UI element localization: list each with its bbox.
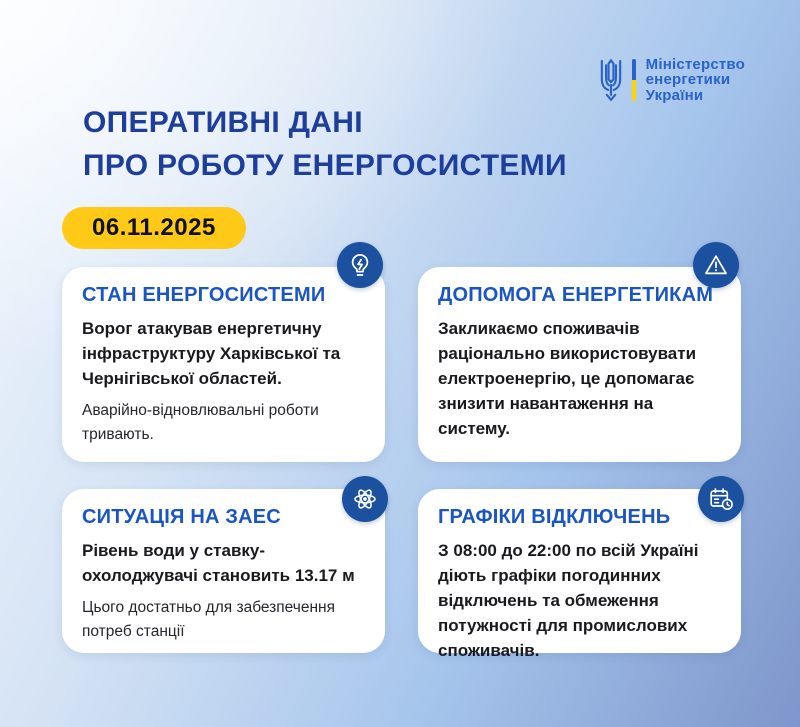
- ministry-logo-line: Міністерство: [645, 55, 745, 73]
- card-secondary-text: Цього достатньо для забезпечення потреб станції: [82, 599, 335, 640]
- ministry-logo-line: України: [645, 86, 704, 104]
- card-secondary-text: Аварійно-відновлювальні роботи тривають.: [82, 402, 319, 443]
- card-title: СТАН ЕНЕРГОСИСТЕМИ: [82, 284, 326, 306]
- flag-divider: [632, 59, 636, 101]
- lightbulb-bolt-icon: [337, 242, 383, 288]
- card-main-text: Рівень води у ставку-охолоджувачі становить 13.17 м: [82, 541, 355, 585]
- tryzub-trident-icon: [599, 56, 623, 104]
- card-energy-system-status: [62, 267, 385, 462]
- card-title: ДОПОМОГА ЕНЕРГЕТИКАМ: [438, 284, 714, 306]
- page-title: [83, 101, 567, 187]
- page-title-line2: ПРО РОБОТУ ЕНЕРГОСИСТЕМИ: [83, 149, 567, 182]
- card-help-energy-workers: [418, 267, 741, 462]
- date-text: 06.11.2025: [92, 214, 216, 241]
- calendar-clock-icon: [698, 476, 744, 522]
- card-title: ГРАФІКИ ВІДКЛЮЧЕНЬ: [438, 506, 671, 528]
- warning-triangle-icon: [693, 242, 739, 288]
- card-outage-schedules: [418, 489, 741, 660]
- card-title: СИТУАЦІЯ НА ЗАЕС: [82, 506, 281, 528]
- card-znpp-situation: [62, 489, 385, 653]
- date-badge: [62, 207, 246, 249]
- info-cards-grid: [62, 267, 741, 660]
- atom-icon: [342, 476, 388, 522]
- card-main-text: Закликаємо споживачів раціонально використовувати електроенергію, це допомагає знизити навантаження на систему.: [438, 319, 697, 438]
- ministry-logo-text: [646, 57, 745, 104]
- card-main-text: З 08:00 до 22:00 по всій Україні діють графіки погодинних відключень та обмеження потужності для промислових споживачів.: [438, 541, 699, 660]
- card-main-text: Ворог атакував енергетичну інфраструктуру Харківської та Чернігівської областей.: [82, 319, 341, 388]
- page-title-line1: ОПЕРАТИВНІ ДАНІ: [83, 106, 363, 139]
- ministry-logo: [599, 56, 745, 104]
- ministry-logo-line: енергетики: [645, 71, 731, 89]
